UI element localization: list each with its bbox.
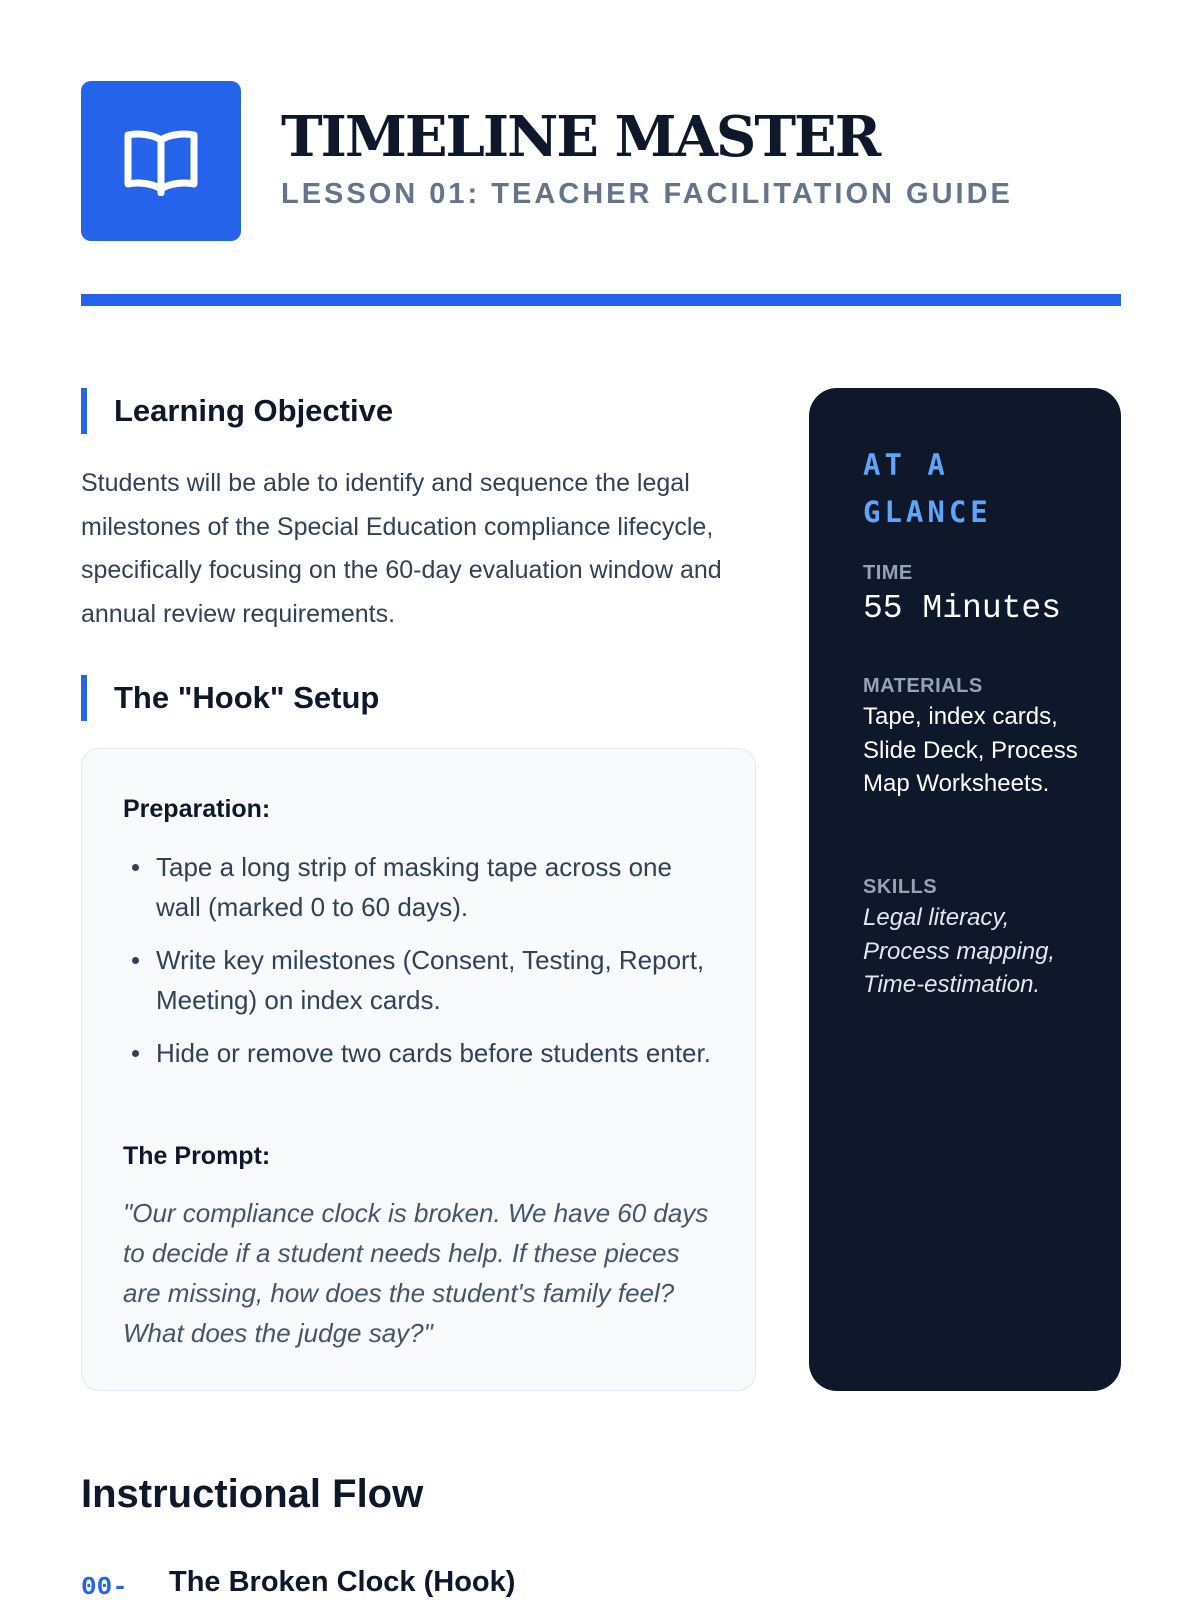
step-number: 00- [81,1572,128,1600]
at-a-glance-title: AT A GLANCE [863,448,992,529]
logo-badge [81,81,241,241]
page-header [81,81,1121,241]
page-subtitle: LESSON 01: TEACHER FACILITATION GUIDE [281,178,1013,210]
time-value: 55 Minutes [863,590,1062,627]
hook-setup-heading: The "Hook" Setup [81,675,379,721]
page-title: TIMELINE MASTER [281,104,880,170]
header-divider [81,294,1121,306]
materials-label: MATERIALS [863,675,983,697]
open-book-icon [124,126,198,196]
list-item: Write key milestones (Consent, Testing, Report, Meeting) on index cards. [123,940,713,1020]
step-title: The Broken Clock (Hook) [169,1566,516,1598]
preparation-list [123,847,713,1086]
learning-objective-heading: Learning Objective [81,388,393,434]
time-label: TIME [863,562,913,584]
skills-label: SKILLS [863,876,938,898]
skills-value: Legal literacy, Process mapping, Time-estimation. [863,904,1056,998]
hook-setup-card [81,748,756,1391]
prompt-quote: "Our compliance clock is broken. We have 60 days to decide if a student needs help. If these pieces are missing, how does the student's family feel? What does the judge say?" [123,1198,709,1348]
list-item: Tape a long strip of masking tape across one wall (marked 0 to 60 days). [123,847,713,927]
instructional-flow-heading: Instructional Flow [81,1472,424,1516]
prompt-label: The Prompt: [123,1142,271,1170]
at-a-glance-panel [809,388,1121,1391]
learning-objective-text: Students will be able to identify and sequence the legal milestones of the Special Education compliance lifecycle, specifically focusing on the 60-day evaluation window and annual review requirements. [81,469,722,628]
preparation-label: Preparation: [123,795,271,823]
list-item: Hide or remove two cards before students enter. [123,1033,713,1073]
materials-value: Tape, index cards, Slide Deck, Process Map Worksheets. [863,703,1078,797]
